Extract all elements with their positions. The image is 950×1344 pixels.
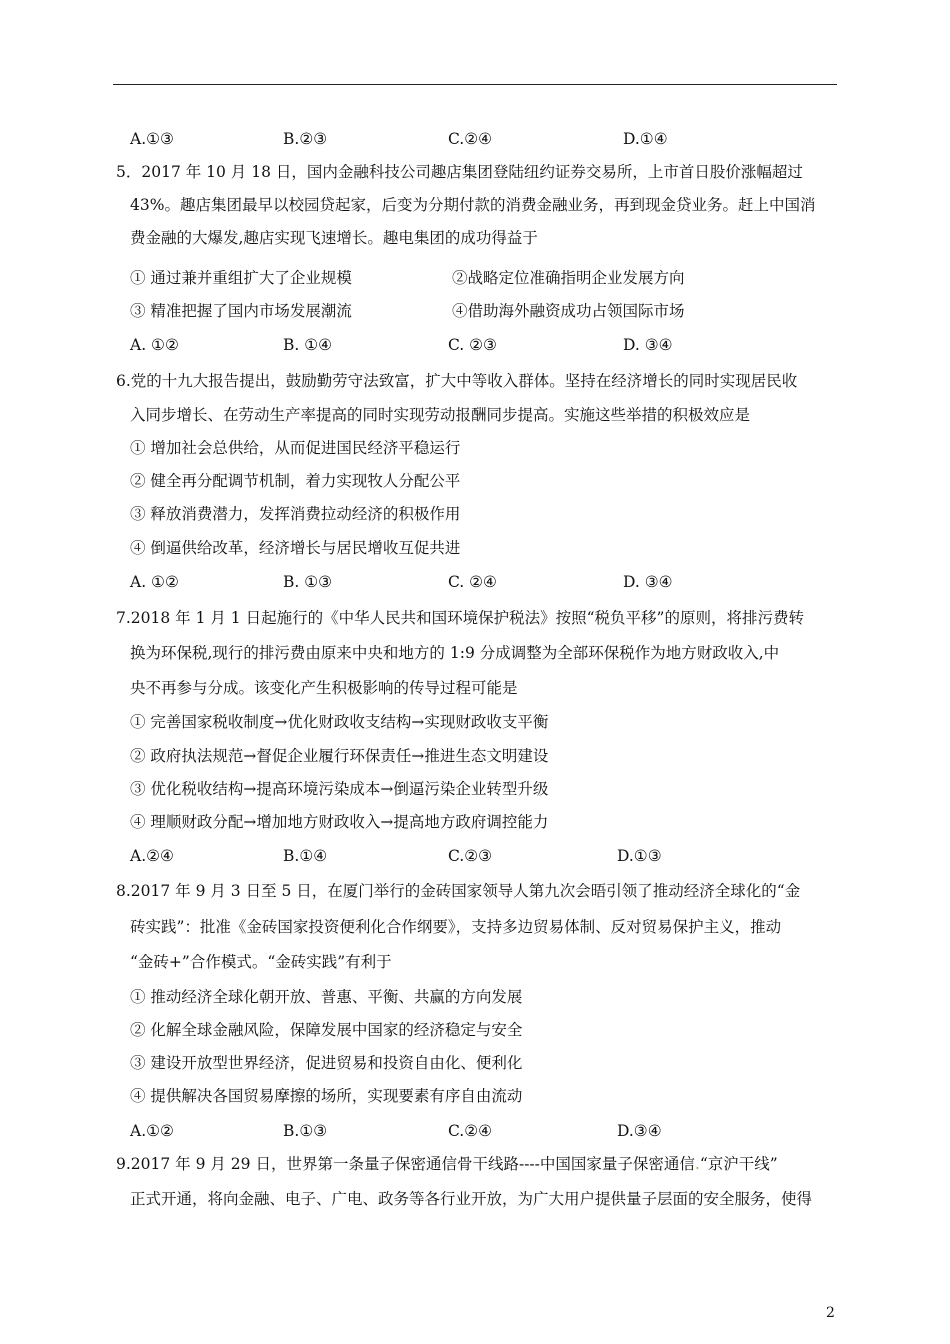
q8-stem-line-1: 8.2017 年 9 月 3 日至 5 日，在厦门举行的金砖国家领导人第九次会晤引领了推动经济全球化的“金 — [116, 882, 801, 900]
q6-option-c: C. ②④ — [448, 573, 497, 591]
q8-option-d: D.③④ — [617, 1122, 662, 1140]
q4-option-a: A.①③ — [130, 130, 174, 148]
q6-statement-1: ① 增加社会总供给，从而促进国民经济平稳运行 — [130, 439, 461, 457]
q4-option-d: D.①④ — [623, 130, 668, 148]
q9-stem-line-2: 正式开通，将向金融、电子、广电、政务等各行业开放，为广大用户提供量子层面的安全服务，使得 — [130, 1190, 813, 1208]
q6-statement-3: ③ 释放消费潜力，发挥消费拉动经济的积极作用 — [130, 505, 461, 523]
q5-statements-row-1 — [130, 267, 830, 289]
q5-statements-row-2 — [130, 300, 830, 322]
q5-statement-3: ③ 精准把握了国内市场发展潮流 — [130, 302, 352, 320]
q9-line-1-text: 9.2017 年 9 月 29 日，世界第一条量子保密通信骨干线路----中国国家量子保密通信 — [116, 1155, 695, 1173]
q4-option-c: C.②④ — [448, 130, 493, 148]
q7-option-d: D.①③ — [617, 847, 662, 865]
q5-option-b: B. ①④ — [283, 336, 333, 354]
q6-stem-line-1: 6.党的十九大报告提出，鼓励勤劳守法致富，扩大中等收入群体。坚持在经济增长的同时实现居民收 — [116, 372, 798, 390]
q8-option-a: A.①② — [130, 1122, 174, 1140]
q5-options — [130, 334, 830, 356]
q8-statement-3: ③ 建设开放型世界经济，促进贸易和投资自由化、便利化 — [130, 1054, 523, 1072]
q5-stem-line-1: 5．2017 年 10 月 18 日，国内金融科技公司趣店集团登陆纽约证券交易所，上市首日股价涨幅超过 — [116, 163, 803, 181]
q8-option-b: B.①③ — [283, 1122, 328, 1140]
q6-option-a: A. ①② — [130, 573, 179, 591]
q8-option-c: C.②④ — [448, 1122, 493, 1140]
q5-statement-2: ②战略定位准确指明企业发展方向 — [452, 269, 685, 287]
q7-stem-line-1: 7.2018 年 1 月 1 日起施行的《中华人民共和国环境保护税法》按照“税负平移”的原则，将排污费转 — [116, 609, 804, 627]
page-number: 2 — [826, 1305, 835, 1321]
q8-statement-1: ① 推动经济全球化朝开放、普惠、平衡、共赢的方向发展 — [130, 988, 523, 1006]
q8-stem-line-3: “金砖+”合作模式。“金砖实践”有利于 — [130, 953, 392, 971]
q8-options — [130, 1120, 830, 1142]
q8-stem-line-2: 砖实践”：批准《金砖国家投资便利化合作纲要》，支持多边贸易体制、反对贸易保护主义，推动 — [130, 918, 782, 936]
q6-statement-4: ④ 倒逼供给改革，经济增长与居民增收互促共进 — [130, 539, 461, 557]
q8-statement-4: ④ 提供解决各国贸易摩擦的场所，实现要素有序自由流动 — [130, 1087, 523, 1105]
q5-statement-1: ① 通过兼并重组扩大了企业规模 — [130, 269, 352, 287]
q5-statement-4: ④借助海外融资成功占领国际市场 — [452, 302, 685, 320]
q9-line-1-mark: . — [694, 1155, 700, 1173]
q8-statement-2: ② 化解全球金融风险，保障发展中国家的经济稳定与安全 — [130, 1021, 523, 1039]
q7-stem-line-3: 央不再参与分成。该变化产生积极影响的传导过程可能是 — [130, 679, 518, 697]
q5-option-a: A. ①② — [130, 336, 179, 354]
q7-statement-2: ② 政府执法规范→督促企业履行环保责任→推进生态文明建设 — [130, 747, 549, 765]
q7-option-b: B.①④ — [283, 847, 328, 865]
q4-option-b: B.②③ — [283, 130, 328, 148]
q5-option-d: D. ③④ — [623, 336, 673, 354]
q7-option-c: C.②③ — [448, 847, 493, 865]
q6-option-b: B. ①③ — [283, 573, 333, 591]
q7-options — [130, 845, 830, 867]
q4-options — [130, 128, 830, 150]
q6-option-d: D. ③④ — [623, 573, 673, 591]
q5-stem-line-3: 费金融的大爆发,趣店实现飞速增长。趣电集团的成功得益于 — [130, 229, 538, 247]
q9-stem-line-1 — [116, 1153, 778, 1175]
q7-statement-1: ① 完善国家税收制度→优化财政收支结构→实现财政收支平衡 — [130, 713, 549, 731]
q7-statement-4: ④ 理顺财政分配→增加地方财政收入→提高地方政府调控能力 — [130, 813, 549, 831]
q6-stem-line-2: 入同步增长、在劳动生产率提高的同时实现劳动报酬同步提高。实施这些举措的积极效应是 — [130, 406, 751, 424]
q7-option-a: A.②④ — [130, 847, 174, 865]
q5-stem-line-2: 43%。趣店集团最早以校园贷起家，后变为分期付款的消费金融业务，再到现金贷业务。赶上中国消 — [130, 196, 816, 214]
q5-option-c: C. ②③ — [448, 336, 497, 354]
header-rule — [113, 84, 837, 85]
q6-statement-2: ② 健全再分配调节机制，着力实现牧人分配公平 — [130, 472, 461, 490]
q7-stem-line-2: 换为环保税,现行的排污费由原来中央和地方的 1:9 分成调整为全部环保税作为地方财政收入,中 — [130, 644, 780, 662]
q7-statement-3: ③ 优化税收结构→提高环境污染成本→倒逼污染企业转型升级 — [130, 780, 549, 798]
q6-options — [130, 571, 830, 593]
q9-line-1-quote: “京沪干线” — [699, 1155, 778, 1173]
